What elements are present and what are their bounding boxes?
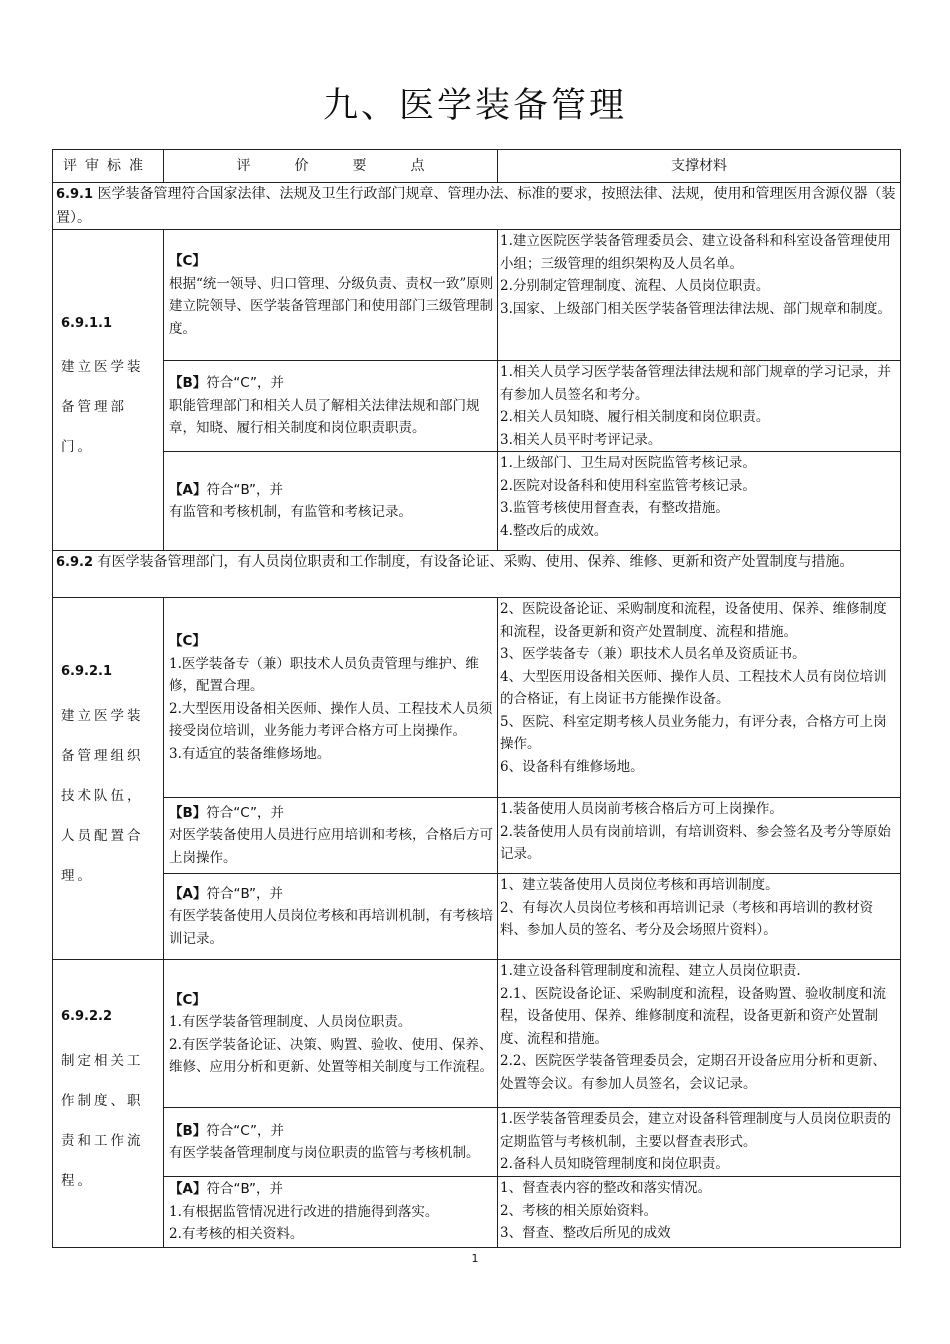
level-grade: 【B】 <box>169 804 207 821</box>
level-heading <box>169 1120 494 1143</box>
page-number: 1 <box>471 1252 479 1265</box>
criterion-row <box>53 361 901 452</box>
level-heading <box>169 802 494 825</box>
material-line: 2、医院设备论证、采购制度和流程，设备使用、保养、维修制度和流程，设备更新和资产处置制度、流程和措施。 <box>500 601 887 640</box>
level-heading <box>169 250 494 273</box>
header-points-char: 评 <box>236 157 251 174</box>
evaluation-point-line: 有医学装备使用人员岗位考核和再培训机制，有考核培训记录。 <box>169 908 493 947</box>
material-line: 1.相关人员学习医学装备管理法律法规和部门规章的学习记录，并有参加人员签名和考分。 <box>500 364 891 403</box>
level-prefix: 符合“C”，并 <box>206 804 284 821</box>
material-line: 2.分别制定管理制度、流程、人员岗位职责。 <box>500 278 770 294</box>
level-prefix: 符合“B”，并 <box>206 885 283 902</box>
evaluation-point-cell <box>164 452 498 551</box>
evaluation-point-cell <box>164 361 498 452</box>
level-heading <box>169 372 494 395</box>
material-line: 2.2、医院医学装备管理委员会，定期召开设备应用分析和更新、处置等会议。有参加人员签名，会议记录。 <box>500 1053 886 1092</box>
standard-code: 6.9.2.1 <box>61 664 112 680</box>
standard-desc: 建立医学装备管理组织技术队伍，人员配置合理。 <box>61 707 144 884</box>
level-grade: 【A】 <box>169 1181 207 1198</box>
evaluation-point-line: 职能管理部门和相关人员了解相关法律法规和部门规章，知晓、履行相关制度和岗位职责职责。 <box>169 397 480 437</box>
materials-cell <box>498 1177 901 1248</box>
material-line: 3.国家、上级部门相关医学装备管理法律法规、部门规章和制度。 <box>500 300 891 317</box>
materials-cell <box>498 798 901 874</box>
level-heading <box>169 630 494 653</box>
evaluation-point-cell <box>164 598 498 798</box>
criterion-row <box>53 874 901 960</box>
materials-cell <box>498 874 901 960</box>
section-code: 6.9.2 <box>56 555 94 570</box>
material-line: 2.1、医院设备论证、采购制度和流程，设备购置、验收制度和流程，设备使用、保养、维修制度和流程，设备更新和资产处置制度、流程和措施。 <box>500 985 886 1047</box>
material-line: 1、建立装备使用人员岗位考核和再培训制度。 <box>500 877 779 893</box>
material-line: 1.装备使用人员岗前考核合格后方可上岗操作。 <box>500 801 783 817</box>
level-heading <box>169 479 494 502</box>
level-grade: 【A】 <box>169 885 207 902</box>
standard-code: 6.9.2.2 <box>61 1009 112 1025</box>
material-line: 1.建立医院医学装备管理委员会、建立设备科和科室设备管理使用小组；三级管理的组织架构及人员名单。 <box>500 233 891 272</box>
evaluation-point-cell <box>164 1108 498 1177</box>
material-line: 2.相关人员知晓、履行相关制度和岗位职责。 <box>500 409 770 425</box>
evaluation-point-line: 有监管和考核机制，有监管和考核记录。 <box>169 504 412 520</box>
evaluation-point-line: 有医学装备管理制度与岗位职责的监管与考核机制。 <box>169 1145 480 1161</box>
level-grade: 【B】 <box>169 375 207 392</box>
table-header-row <box>53 150 901 183</box>
header-standard: 评审标准 <box>53 150 164 183</box>
header-points-char: 点 <box>410 157 425 174</box>
evaluation-point-line: 2.大型医用设备相关医师、操作人员、工程技术人员须接受岗位培训，业务能力考评合格方可上岗操作。 <box>169 700 493 739</box>
material-line: 1.上级部门、卫生局对医院监管考核记录。 <box>500 455 756 471</box>
material-line: 4.整改后的成效。 <box>500 522 608 539</box>
section-row <box>53 551 901 598</box>
material-line: 1、督查表内容的整改和落实情况。 <box>500 1180 712 1196</box>
evaluation-point-cell <box>164 798 498 874</box>
standard-cell <box>53 230 164 551</box>
section-cell <box>53 551 901 598</box>
standard-code: 6.9.1.1 <box>61 315 112 331</box>
level-heading <box>169 1178 494 1201</box>
materials-cell <box>498 1108 901 1177</box>
standard-cell <box>53 960 164 1248</box>
criterion-row <box>53 230 901 361</box>
material-line: 3、督查、整改后所见的成效 <box>500 1225 671 1241</box>
material-line: 2.备科人员知晓管理制度和岗位职责。 <box>500 1156 729 1172</box>
header-points <box>164 150 498 183</box>
page-title: 九、医学装备管理 <box>322 86 627 126</box>
materials-cell <box>498 230 901 361</box>
level-grade: 【C】 <box>169 633 206 649</box>
section-text: 有医学装备管理部门，有人员岗位职责和工作制度，有设备论证、采购、使用、保养、维修、更新和资产处置制度与措施。 <box>97 554 854 570</box>
criterion-row <box>53 452 901 551</box>
materials-cell <box>498 361 901 452</box>
section-row <box>53 183 901 230</box>
standard-cell <box>53 598 164 960</box>
criterion-row <box>53 1108 901 1177</box>
material-line: 3.监管考核使用督查表，有整改措施。 <box>500 500 729 516</box>
material-line: 1.医学装备管理委员会，建立对设备科管理制度与人员岗位职责的定期监管与考核机制，主要以督查表形式。 <box>500 1111 891 1150</box>
level-grade: 【C】 <box>169 991 206 1008</box>
criterion-row <box>53 798 901 874</box>
materials-cell <box>498 452 901 551</box>
level-prefix: 符合“C”，并 <box>206 375 284 392</box>
evaluation-point-line: 根据“统一领导、归口管理、分级负责、责权一致”原则建立院领导、医学装备管理部门和使用部门三级管理制度。 <box>169 275 494 337</box>
evaluation-point-cell <box>164 874 498 960</box>
evaluation-point-line: 1.有医学装备管理制度、人员岗位职责。 <box>169 1014 412 1030</box>
evaluation-point-cell <box>164 230 498 361</box>
level-prefix: 符合“B”，并 <box>206 1181 283 1198</box>
level-grade: 【B】 <box>169 1122 207 1139</box>
level-heading <box>169 989 494 1012</box>
evaluation-point-line: 对医学装备使用人员进行应用培训和考核，合格后方可上岗操作。 <box>169 827 493 866</box>
section-text: 医学装备管理符合国家法律、法规及卫生行政部门规章、管理办法、标准的要求，按照法律、法规，使用和管理医用含源仪器（装置）。 <box>56 186 896 226</box>
criterion-row <box>53 1177 901 1248</box>
materials-cell <box>498 598 901 798</box>
level-grade: 【A】 <box>169 481 207 498</box>
section-code: 6.9.1 <box>56 187 94 202</box>
header-points-char: 要 <box>352 157 367 174</box>
level-heading <box>169 883 494 906</box>
criterion-row <box>53 598 901 798</box>
evaluation-point-line: 2.有考核的相关资料。 <box>169 1226 304 1243</box>
standard-desc: 建立医学装备管理部门。 <box>61 359 144 456</box>
standard-desc: 制定相关工作制度、职责和工作流程。 <box>61 1052 144 1189</box>
evaluation-point-cell <box>164 960 498 1108</box>
material-line: 5、医院、科室定期考核人员业务能力，有评分表，合格方可上岗操作。 <box>500 713 887 752</box>
standards-table <box>52 149 901 1248</box>
evaluation-point-line: 1.有根据监管情况进行改进的措施得到落实。 <box>169 1203 439 1220</box>
header-points-char: 价 <box>294 157 309 174</box>
header-materials: 支撑材料 <box>498 150 901 183</box>
material-line: 3.相关人员平时考评记录。 <box>500 431 662 448</box>
criterion-row <box>53 960 901 1108</box>
material-line: 1.建立设备科管理制度和流程、建立人员岗位职责. <box>500 963 801 979</box>
level-grade: 【C】 <box>169 253 206 269</box>
section-cell <box>53 183 901 230</box>
material-line: 6、设备科有维修场地。 <box>500 758 644 775</box>
evaluation-point-line: 2.有医学装备论证、决策、购置、验收、使用、保养、维修、应用分析和更新、处置等相关制度与工作流程。 <box>169 1036 493 1075</box>
material-line: 2.装备使用人员有岗前培训，有培训资料、参会签名及考分等原始记录。 <box>500 823 891 862</box>
materials-cell <box>498 960 901 1108</box>
level-prefix: 符合“B”，并 <box>206 481 283 498</box>
level-prefix: 符合“C”，并 <box>206 1122 284 1139</box>
evaluation-point-line: 3.有适宜的装备维修场地。 <box>169 745 331 762</box>
evaluation-point-cell <box>164 1177 498 1248</box>
material-line: 2、有每次人员岗位考核和再培训记录（考核和再培训的教材资料、参加人员的签名、考分及会场照片资料）。 <box>500 899 874 938</box>
material-line: 4、大型医用设备相关医师、操作人员、工程技术人员有岗位培训的合格证，有上岗证书方能操作设备。 <box>500 668 887 707</box>
material-line: 2.医院对设备科和使用科室监管考核记录。 <box>500 477 756 494</box>
material-line: 2、考核的相关原始资料。 <box>500 1202 658 1219</box>
evaluation-point-line: 1.医学装备专（兼）职技术人员负责管理与维护、维修，配置合理。 <box>169 655 479 694</box>
material-line: 3、医学装备专（兼）职技术人员名单及资质证书。 <box>500 646 806 662</box>
